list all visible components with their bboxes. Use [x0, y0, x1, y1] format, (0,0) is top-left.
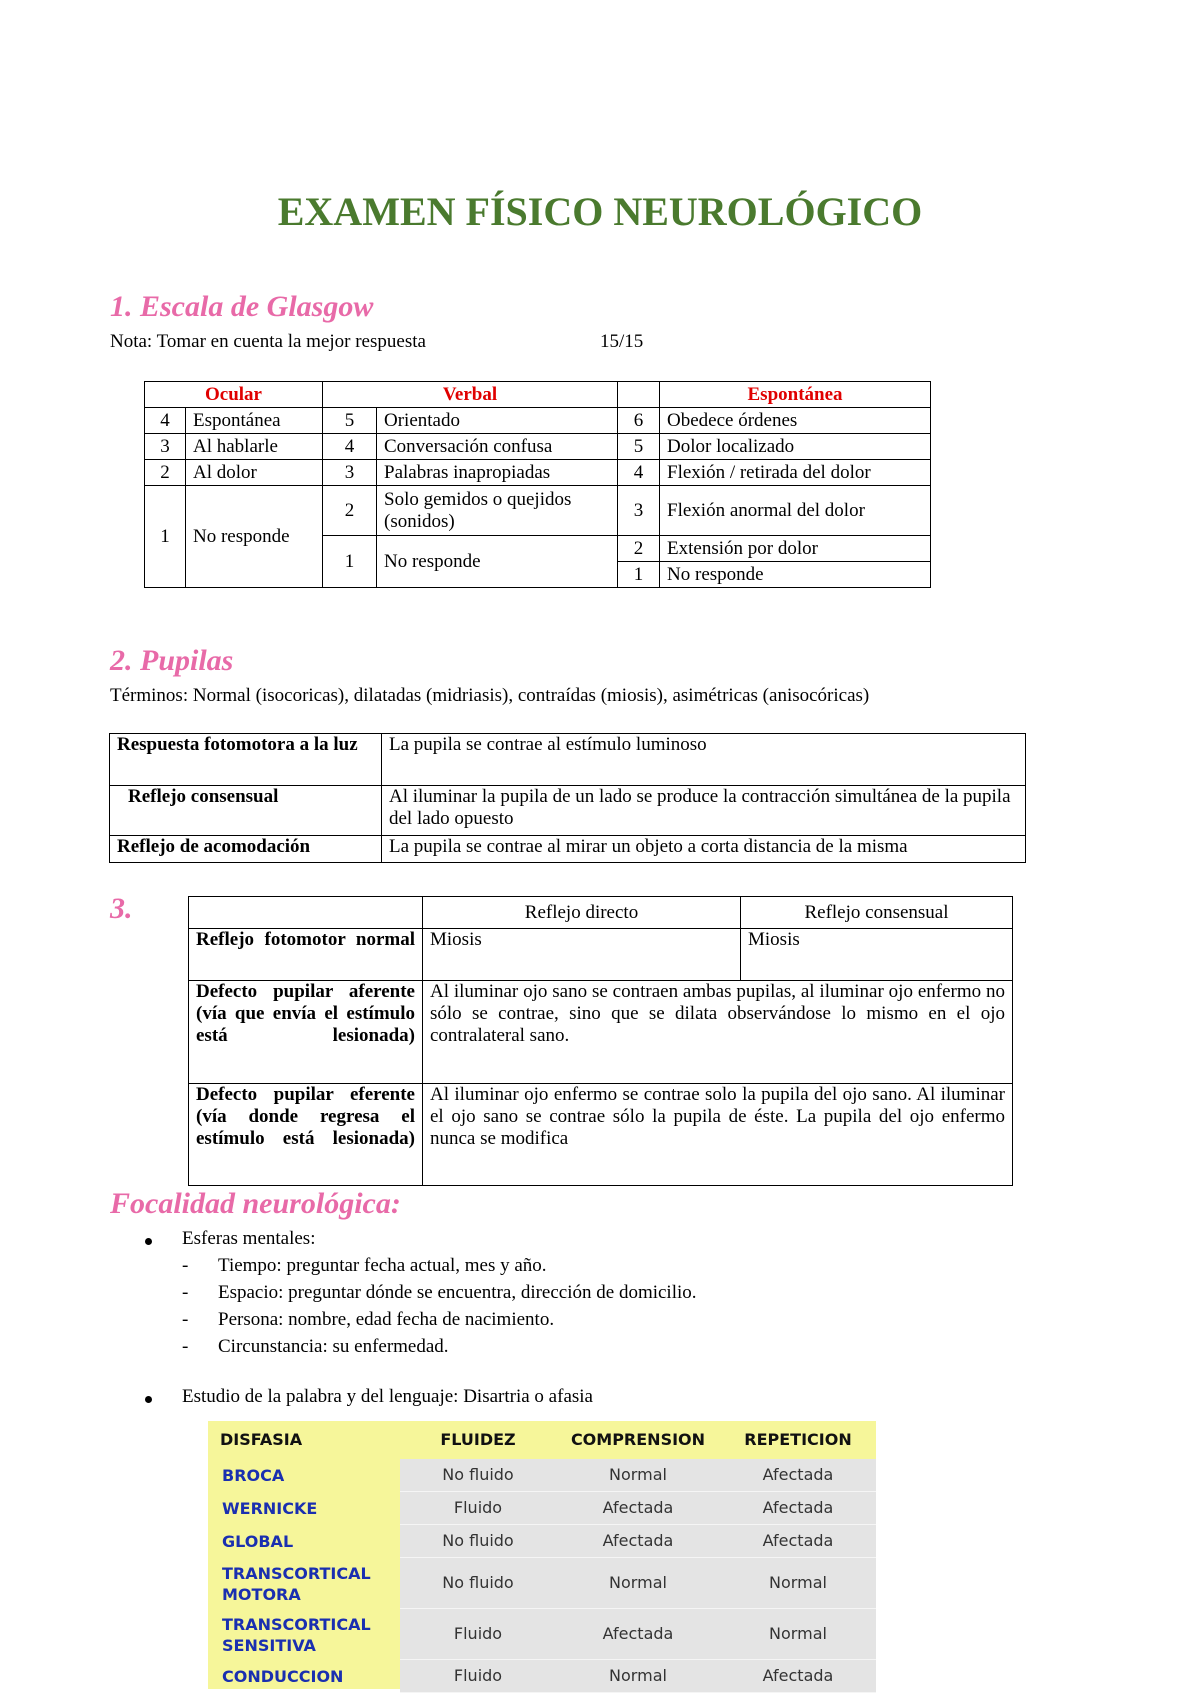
- comprension-value: Afectada: [556, 1525, 720, 1558]
- dash-icon: -: [182, 1255, 189, 1276]
- verbal-score: 4: [323, 434, 377, 460]
- defecto-aferente-desc: Al iluminar ojo sano se contraen ambas pupilas, al iluminar ojo enfermo no sólo se contrae, sino que se dilata observándose lo mismo en el ojo contralateral sano.: [423, 981, 1013, 1084]
- pupilas-desc: La pupila se contrae al mirar un objeto a corta distancia de la misma: [382, 836, 1026, 863]
- ocular-response: Espontánea: [186, 408, 323, 434]
- motora-response: Flexión anormal del dolor: [660, 486, 931, 536]
- table-row: [208, 1660, 876, 1693]
- repeticion-header: REPETICION: [744, 1430, 852, 1449]
- dash-icon: -: [182, 1336, 189, 1357]
- bullet-icon: [145, 1238, 152, 1245]
- verbal-score: 5: [323, 408, 377, 434]
- motora-score: 3: [618, 486, 660, 536]
- fluidez-value: No fluido: [400, 1459, 556, 1492]
- esfera-item: Persona: nombre, edad fecha de nacimiento.: [218, 1309, 555, 1330]
- table-row: [189, 981, 1013, 1084]
- motora-response: Dolor localizado: [660, 434, 931, 460]
- document-title: EXAMEN FÍSICO NEUROLÓGICO: [277, 189, 923, 234]
- disfasia-table: [208, 1421, 876, 1693]
- table-row: [145, 408, 931, 434]
- comprension-value: Afectada: [556, 1492, 720, 1525]
- repeticion-value: Afectada: [720, 1459, 876, 1492]
- glasgow-score: 15/15: [600, 331, 644, 352]
- reflejo-normal-consensual: Miosis: [741, 929, 1013, 981]
- table-row: [145, 434, 931, 460]
- pupilas-label: Respuesta fotomotora a la luz: [110, 734, 382, 786]
- reflejos-table: [188, 896, 1013, 1186]
- fluidez-value: No fluido: [400, 1558, 556, 1609]
- fluidez-value: Fluido: [400, 1609, 556, 1660]
- pupilas-label: Reflejo de acomodación: [110, 836, 382, 863]
- pupilas-desc: La pupila se contrae al estímulo luminoso: [382, 734, 1026, 786]
- esfera-item: Circunstancia: su enfermedad.: [218, 1336, 449, 1357]
- bullet-icon: [145, 1396, 152, 1403]
- table-row: [208, 1609, 876, 1660]
- table-row: [145, 486, 931, 536]
- table-row: [208, 1492, 876, 1525]
- disfasia-name: TRANSCORTICAL MOTORA: [222, 1563, 371, 1604]
- disfasia-table-image: [208, 1421, 876, 1689]
- defecto-eferente-desc: Al iluminar ojo enfermo se contrae solo la pupila del ojo sano. Al iluminar el ojo sano se contrae sólo la pupila de éste. La pupila del ojo enfermo nunca se modifica: [423, 1084, 1013, 1186]
- verbal-response: No responde: [377, 536, 618, 588]
- reflejos-empty-header: [189, 897, 423, 929]
- motora-response: Obedece órdenes: [660, 408, 931, 434]
- verbal-score: 3: [323, 460, 377, 486]
- motora-response: No responde: [660, 562, 931, 588]
- comprension-value: Normal: [556, 1459, 720, 1492]
- motora-response: Flexión / retirada del dolor: [660, 460, 931, 486]
- ocular-score: 1: [145, 486, 186, 588]
- col-directo-header: Reflejo directo: [423, 897, 741, 929]
- verbal-score: 2: [323, 486, 377, 536]
- col-consensual-header: Reflejo consensual: [741, 897, 1013, 929]
- table-row: [208, 1525, 876, 1558]
- repeticion-value: Normal: [720, 1609, 876, 1660]
- pupilas-table: [109, 733, 1026, 863]
- focalidad-heading: Focalidad neurológica:: [110, 1187, 401, 1220]
- ocular-response: Al dolor: [186, 460, 323, 486]
- disfasia-name: WERNICKE: [222, 1499, 318, 1518]
- fluidez-value: Fluido: [400, 1660, 556, 1693]
- motora-score: 6: [618, 408, 660, 434]
- glasgow-table: [144, 381, 931, 588]
- pupilas-terms: Términos: Normal (isocoricas), dilatadas (midriasis), contraídas (miosis), asimétricas (anisocóricas): [110, 685, 870, 706]
- ocular-score: 2: [145, 460, 186, 486]
- esferas-label: Esferas mentales:: [182, 1228, 316, 1249]
- fluidez-header: FLUIDEZ: [440, 1430, 516, 1449]
- fluidez-value: Fluido: [400, 1492, 556, 1525]
- repeticion-value: Afectada: [720, 1525, 876, 1558]
- glasgow-header-row: [145, 382, 931, 408]
- dash-icon: -: [182, 1309, 189, 1330]
- glasgow-heading: 1. Escala de Glasgow: [110, 290, 374, 323]
- verbal-response: Orientado: [377, 408, 618, 434]
- lenguaje-label: Estudio de la palabra y del lenguaje: Disartria o afasia: [182, 1386, 593, 1407]
- table-row: [145, 460, 931, 486]
- table-row: [208, 1459, 876, 1492]
- table-row: [110, 734, 1026, 786]
- reflejo-normal-directo: Miosis: [423, 929, 741, 981]
- verbal-header: Verbal: [323, 382, 618, 408]
- ocular-score: 3: [145, 434, 186, 460]
- motora-number-header: [618, 382, 660, 408]
- ocular-response: Al hablarle: [186, 434, 323, 460]
- motora-score: 5: [618, 434, 660, 460]
- esfera-item: Tiempo: preguntar fecha actual, mes y año.: [218, 1255, 547, 1276]
- repeticion-value: Afectada: [720, 1660, 876, 1693]
- pupilas-desc: Al iluminar la pupila de un lado se produce la contracción simultánea de la pupila del lado opuesto: [382, 786, 1026, 836]
- defecto-aferente-label: Defecto pupilar aferente (vía que envía el estímulo está lesionada): [189, 981, 423, 1084]
- disfasia-header-row: [208, 1421, 876, 1459]
- motora-score: 4: [618, 460, 660, 486]
- disfasia-name: TRANSCORTICAL SENSITIVA: [222, 1614, 371, 1655]
- verbal-score: 1: [323, 536, 377, 588]
- table-row: [189, 897, 1013, 929]
- verbal-response: Palabras inapropiadas: [377, 460, 618, 486]
- table-row: [189, 1084, 1013, 1186]
- pupilas-label: Reflejo consensual: [110, 786, 382, 836]
- ocular-header: Ocular: [145, 382, 323, 408]
- table-row: [110, 836, 1026, 863]
- motora-score: 2: [618, 536, 660, 562]
- comprension-value: Afectada: [556, 1609, 720, 1660]
- reflejos-number: 3.: [110, 892, 133, 925]
- disfasia-name: BROCA: [222, 1466, 285, 1485]
- verbal-response: Conversación confusa: [377, 434, 618, 460]
- table-row: [189, 929, 1013, 981]
- motora-header: Espontánea: [660, 382, 931, 408]
- comprension-value: Normal: [556, 1660, 720, 1693]
- defecto-eferente-label: Defecto pupilar eferente (vía donde regresa el estímulo está lesionada): [189, 1084, 423, 1186]
- disfasia-header: DISFASIA: [220, 1430, 303, 1449]
- verbal-response: Solo gemidos o quejidos (sonidos): [377, 486, 618, 536]
- pupilas-heading: 2. Pupilas: [110, 644, 234, 677]
- motora-score: 1: [618, 562, 660, 588]
- disfasia-name: GLOBAL: [222, 1532, 294, 1551]
- table-row: [208, 1558, 876, 1609]
- comprension-header: COMPRENSION: [570, 1430, 706, 1449]
- ocular-response: No responde: [186, 486, 323, 588]
- glasgow-note: Nota: Tomar en cuenta la mejor respuesta: [110, 331, 426, 352]
- comprension-value: Normal: [556, 1558, 720, 1609]
- fluidez-value: No fluido: [400, 1525, 556, 1558]
- table-row: [110, 786, 1026, 836]
- reflejo-normal-label: Reflejo fotomotor normal: [189, 929, 423, 981]
- motora-response: Extensión por dolor: [660, 536, 931, 562]
- repeticion-value: Afectada: [720, 1492, 876, 1525]
- esfera-item: Espacio: preguntar dónde se encuentra, dirección de domicilio.: [218, 1282, 697, 1303]
- disfasia-name: CONDUCCION: [222, 1667, 344, 1686]
- ocular-score: 4: [145, 408, 186, 434]
- dash-icon: -: [182, 1282, 189, 1303]
- repeticion-value: Normal: [720, 1558, 876, 1609]
